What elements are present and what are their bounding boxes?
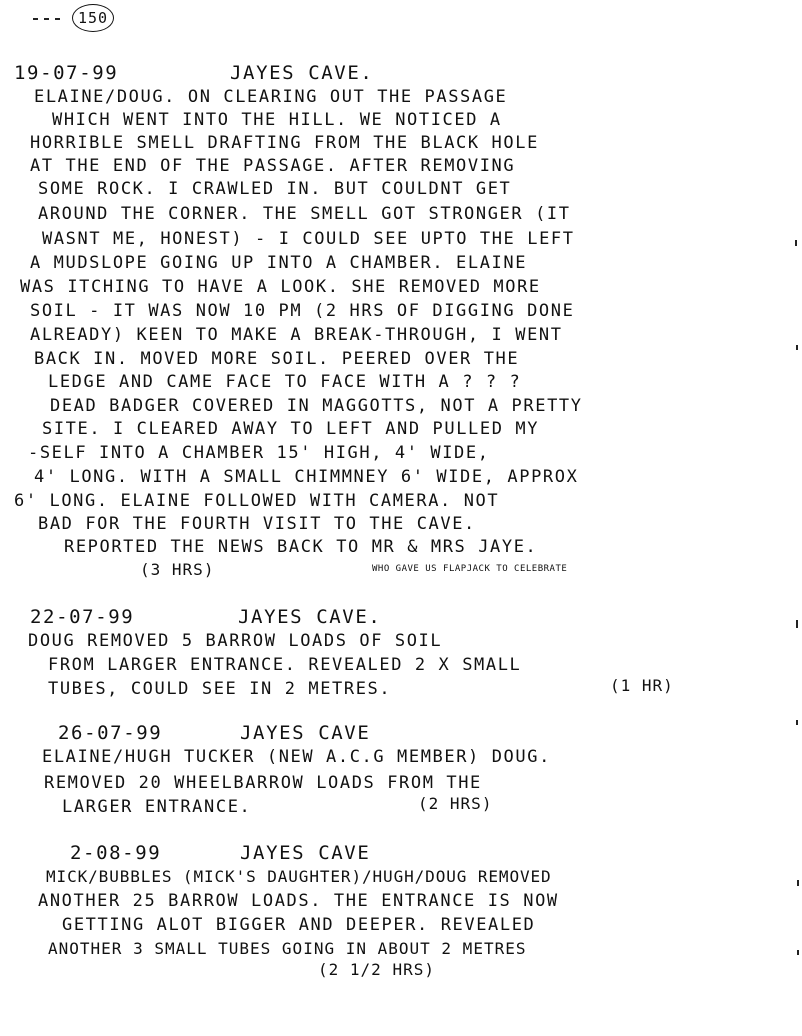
margin-speck [796, 620, 798, 628]
entry-line: REMOVED 20 WHEELBARROW LOADS FROM THE [44, 773, 482, 793]
entry-line: DEAD BADGER COVERED IN MAGGOTTS, NOT A PRETTY [50, 396, 583, 416]
entry-line: SOME ROCK. I CRAWLED IN. BUT COULDNT GET [38, 179, 512, 199]
page-number-text: 150 [77, 9, 109, 27]
entry-line: HORRIBLE SMELL DRAFTING FROM THE BLACK HOLE [30, 133, 539, 153]
entry-duration: (1 HR) [610, 676, 674, 695]
entry-line: 4' LONG. WITH A SMALL CHIMMNEY 6' WIDE, APPROX [34, 467, 579, 487]
entry-duration-text: 1 HR [620, 676, 664, 695]
entry-line: WASNT ME, HONEST) - I COULD SEE UPTO THE LEFT [42, 229, 575, 249]
entry-line: REPORTED THE NEWS BACK TO MR & MRS JAYE. [64, 537, 538, 557]
entry-duration-text: 3 HRS [150, 560, 204, 579]
entry-duration: (3 HRS) [140, 560, 215, 579]
margin-speck [795, 240, 797, 246]
entry-line: SITE. I CLEARED AWAY TO LEFT AND PULLED MY [42, 419, 540, 439]
entry-duration: (2 HRS) [418, 794, 493, 813]
entry-line: ANOTHER 3 SMALL TUBES GOING IN ABOUT 2 METRES [48, 939, 527, 958]
entry-line: FROM LARGER ENTRANCE. REVEALED 2 X SMALL [48, 655, 522, 675]
margin-speck [797, 950, 799, 955]
margin-speck [797, 880, 799, 886]
page-number [72, 4, 114, 32]
entry-line: ELAINE/HUGH TUCKER (NEW A.C.G MEMBER) DOUG. [42, 747, 551, 767]
entry-line: -SELF INTO A CHAMBER 15' HIGH, 4' WIDE, [28, 443, 490, 463]
entry-line: A MUDSLOPE GOING UP INTO A CHAMBER. ELAINE [30, 253, 528, 273]
entry-line: TUBES, COULD SEE IN 2 METRES. [48, 679, 392, 699]
entry-line: SOIL - IT WAS NOW 10 PM (2 HRS OF DIGGING DONE [30, 301, 575, 321]
entry-line: WAS ITCHING TO HAVE A LOOK. SHE REMOVED MORE [20, 277, 541, 297]
entry-line: WHICH WENT INTO THE HILL. WE NOTICED A [52, 110, 502, 130]
margin-speck [796, 720, 798, 725]
entry-duration: (2 1/2 HRS) [318, 960, 435, 979]
entry-duration-text: 2 1/2 HRS [328, 960, 425, 979]
entry-line: BACK IN. MOVED MORE SOIL. PEERED OVER THE [34, 349, 520, 369]
entry-location: JAYES CAVE. [238, 606, 382, 628]
entry-line: AROUND THE CORNER. THE SMELL GOT STRONGER (IT [38, 204, 571, 224]
margin-dash [33, 18, 38, 20]
entry-line: GETTING ALOT BIGGER AND DEEPER. REVEALED [62, 915, 536, 935]
entry-date: 22-07-99 [30, 606, 135, 628]
entry-line: MICK/BUBBLES (MICK'S DAUGHTER)/HUGH/DOUG REMOVED [46, 867, 552, 886]
entry-line: LARGER ENTRANCE. [62, 797, 252, 817]
entry-aside: WHO GAVE US FLAPJACK TO CELEBRATE [372, 564, 568, 574]
entry-line: ALREADY) KEEN TO MAKE A BREAK-THROUGH, I WENT [30, 325, 563, 345]
entry-duration-text: 2 HRS [428, 794, 482, 813]
entry-line: 6' LONG. ELAINE FOLLOWED WITH CAMERA. NOT [14, 491, 500, 511]
entry-location: JAYES CAVE. [230, 62, 374, 84]
entry-location: JAYES CAVE [240, 722, 371, 744]
entry-date: 19-07-99 [14, 62, 119, 84]
margin-speck [796, 345, 798, 350]
entry-date: 26-07-99 [58, 722, 163, 744]
entry-date: 2-08-99 [70, 842, 162, 864]
entry-line: LEDGE AND CAME FACE TO FACE WITH A ? ? ? [48, 372, 522, 392]
margin-dash [44, 18, 49, 20]
entry-line: AT THE END OF THE PASSAGE. AFTER REMOVING [30, 156, 516, 176]
entry-location: JAYES CAVE [240, 842, 371, 864]
entry-line: ELAINE/DOUG. ON CLEARING OUT THE PASSAGE [34, 87, 508, 107]
margin-dash [55, 18, 60, 20]
entry-line: ANOTHER 25 BARROW LOADS. THE ENTRANCE IS NOW [38, 891, 559, 911]
entry-line: BAD FOR THE FOURTH VISIT TO THE CAVE. [38, 514, 476, 534]
entry-line: DOUG REMOVED 5 BARROW LOADS OF SOIL [28, 631, 443, 651]
